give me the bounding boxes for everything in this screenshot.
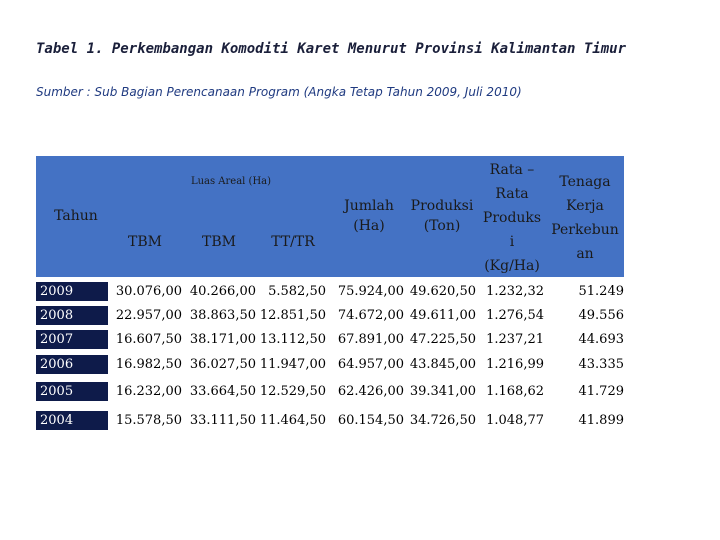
cell-produksi: 43.845,00 (409, 357, 476, 372)
cell-tenaga: 41.729 (578, 384, 624, 399)
cell-tenaga: 51.249 (578, 284, 624, 299)
cell-tt-tr: 12.851,50 (259, 308, 326, 323)
header-rata-rata (478, 158, 546, 278)
cell-produksi: 49.620,50 (409, 284, 476, 299)
table-title: Tabel 1. Perkembangan Komoditi Karet Menurut Provinsi Kalimantan Timur (36, 41, 627, 57)
cell-tt-tr: 13.112,50 (259, 332, 326, 347)
header-tbm-2: TBM (202, 234, 236, 250)
cell-tt-tr: 11.464,50 (259, 413, 326, 428)
header-produksi (406, 196, 478, 236)
cell-tt-tr: 12.529,50 (259, 384, 326, 399)
header-tenaga-line3: Perkebun (551, 222, 619, 238)
cell-produksi: 49.611,00 (409, 308, 476, 323)
cell-produksi: 34.726,50 (409, 413, 476, 428)
header-jumlah-line1: Jumlah (344, 198, 394, 214)
cell-tbm-2: 40.266,00 (189, 284, 256, 299)
cell-tbm-2: 38.863,50 (189, 308, 256, 323)
cell-rata: 1.048,77 (486, 413, 544, 428)
cell-jumlah: 64.957,00 (337, 357, 404, 372)
cell-tahun: 2008 (40, 308, 74, 323)
cell-tenaga: 43.335 (578, 357, 624, 372)
cell-tenaga: 44.693 (578, 332, 624, 347)
header-luas-areal: Luas Areal (Ha) (190, 176, 272, 187)
cell-tahun: 2009 (40, 284, 74, 299)
header-rata-line3: Produks (482, 210, 542, 226)
header-rata-line4: i (509, 234, 515, 250)
cell-jumlah: 74.672,00 (337, 308, 404, 323)
header-rata-line1: Rata – (489, 162, 535, 178)
cell-tbm-2: 38.171,00 (189, 332, 256, 347)
cell-jumlah: 67.891,00 (337, 332, 404, 347)
header-tt-tr: TT/TR (271, 234, 315, 250)
cell-rata: 1.232,32 (486, 284, 544, 299)
header-tahun: Tahun (54, 208, 98, 224)
cell-tbm-1: 16.607,50 (115, 332, 182, 347)
header-produksi-line2: (Ton) (423, 218, 461, 234)
cell-tbm-1: 15.578,50 (115, 413, 182, 428)
cell-tbm-2: 33.664,50 (189, 384, 256, 399)
header-tbm-1: TBM (128, 234, 162, 250)
cell-tbm-1: 16.982,50 (115, 357, 182, 372)
header-rata-line5: (Kg/Ha) (484, 258, 540, 274)
cell-jumlah: 60.154,50 (337, 413, 404, 428)
cell-tbm-2: 36.027,50 (189, 357, 256, 372)
cell-rata: 1.237,21 (486, 332, 544, 347)
header-tenaga-line4: an (576, 246, 594, 262)
cell-tbm-1: 22.957,00 (115, 308, 182, 323)
cell-rata: 1.276,54 (486, 308, 544, 323)
cell-tenaga: 41.899 (578, 413, 624, 428)
header-jumlah-line2: (Ha) (353, 218, 385, 234)
cell-jumlah: 75.924,00 (337, 284, 404, 299)
cell-tahun: 2004 (40, 413, 74, 428)
header-rata-line2: Rata (495, 186, 529, 202)
header-tenaga-line1: Tenaga (559, 174, 611, 190)
header-tenaga-line2: Kerja (566, 198, 604, 214)
cell-tbm-1: 30.076,00 (115, 284, 182, 299)
cell-tahun: 2006 (40, 357, 74, 372)
header-produksi-line1: Produksi (410, 198, 474, 214)
table-source: Sumber : Sub Bagian Perencanaan Program (Angka Tetap Tahun 2009, Juli 2010) (36, 85, 522, 99)
cell-rata: 1.168,62 (486, 384, 544, 399)
cell-tt-tr: 5.582,50 (268, 284, 326, 299)
cell-rata: 1.216,99 (486, 357, 544, 372)
cell-tbm-1: 16.232,00 (115, 384, 182, 399)
cell-produksi: 47.225,50 (409, 332, 476, 347)
cell-tt-tr: 11.947,00 (259, 357, 326, 372)
cell-jumlah: 62.426,00 (337, 384, 404, 399)
rubber-commodity-table (36, 156, 624, 432)
cell-tenaga: 49.556 (578, 308, 624, 323)
cell-produksi: 39.341,00 (409, 384, 476, 399)
header-jumlah (336, 196, 402, 236)
cell-tbm-2: 33.111,50 (189, 413, 256, 428)
cell-tahun: 2005 (40, 384, 74, 399)
header-tenaga-kerja (546, 170, 624, 266)
cell-tahun: 2007 (40, 332, 74, 347)
